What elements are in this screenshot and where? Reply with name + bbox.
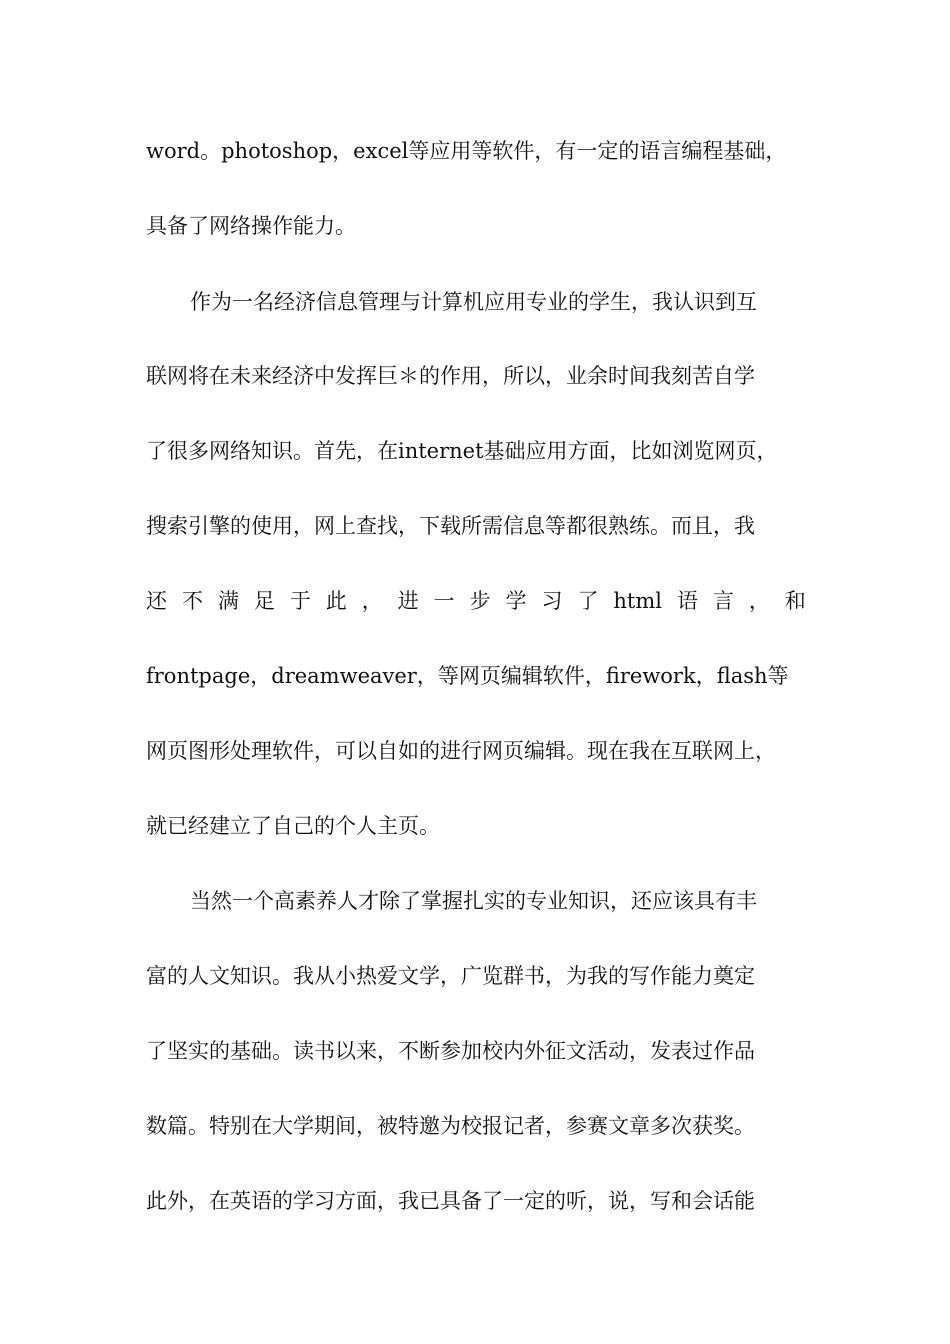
word: 了 [577, 589, 599, 613]
word: 和 [784, 589, 806, 613]
word: ， [748, 589, 770, 613]
word: 言 [712, 589, 734, 613]
paragraph-3-line-1: 当然一个高素养人才除了掌握扎实的专业知识，还应该具有丰 [190, 889, 757, 913]
word: 此 [325, 589, 347, 613]
text-line-15: 此外，在英语的学习方面，我已具备了一定的听，说，写和会话能 [146, 1189, 755, 1213]
text-line-10: 就已经建立了自己的个人主页。 [146, 814, 440, 838]
word: 进 [397, 589, 419, 613]
word: 一 [433, 589, 455, 613]
word: 于 [289, 589, 311, 613]
word: ， [361, 589, 383, 613]
word: html [613, 589, 662, 613]
word: 足 [253, 589, 275, 613]
word: 语 [676, 589, 698, 613]
word: 满 [217, 589, 239, 613]
text-line-13: 了坚实的基础。读书以来，不断参加校内外征文活动，发表过作品 [146, 1039, 755, 1063]
word: 不 [181, 589, 203, 613]
text-line-1: word。photoshop，excel等应用等软件，有一定的语言编程基础， [146, 139, 787, 163]
text-line-12: 富的人文知识。我从小热爱文学，广览群书，为我的写作能力奠定 [146, 964, 755, 988]
text-line-5: 了很多网络知识。首先，在internet基础应用方面，比如浏览网页， [146, 439, 778, 463]
text-line-9: 网页图形处理软件，可以自如的进行网页编辑。现在我在互联网上， [146, 739, 776, 763]
word: 习 [541, 589, 563, 613]
text-line-2: 具备了网络操作能力。 [146, 214, 356, 238]
word: 学 [505, 589, 527, 613]
text-line-8: frontpage，dreamweaver，等网页编辑软件，firework，flash等 [146, 664, 789, 688]
text-line-4: 联网将在未来经济中发挥巨＊的作用，所以，业余时间我刻苦自学 [146, 364, 755, 388]
word: 还 [146, 589, 167, 613]
word: 步 [469, 589, 491, 613]
paragraph-2-line-1: 作为一名经济信息管理与计算机应用专业的学生，我认识到互 [190, 290, 757, 314]
text-line-6: 搜索引擎的使用，网上查找，下载所需信息等都很熟练。而且，我 [146, 514, 755, 538]
text-line-14: 数篇。特别在大学期间，被特邀为校报记者，参赛文章多次获奖。 [146, 1114, 755, 1138]
text-line-7-justified [146, 587, 806, 615]
